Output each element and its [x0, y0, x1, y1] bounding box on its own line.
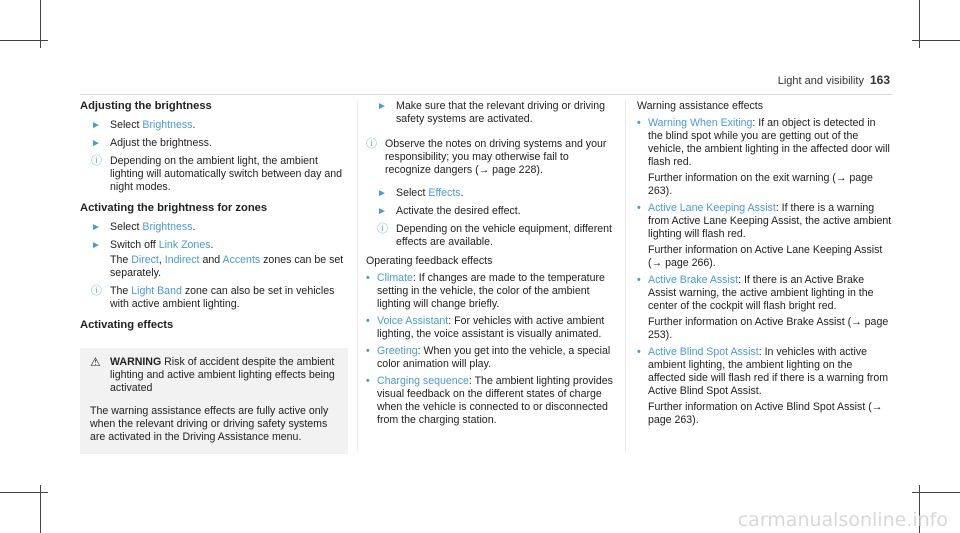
step-arrow-icon: ► — [91, 222, 101, 233]
heading-adjust-brightness: Adjusting the brightness — [80, 100, 212, 112]
note-day-night: ⓘ Depending on the ambient light, the ambient lighting will automatically switch between day and night modes. — [91, 155, 343, 193]
bullet-icon: • — [637, 346, 641, 358]
watermark: carmanualsonline.info — [737, 509, 948, 531]
bullet-icon: • — [637, 202, 641, 214]
bullet-icon: • — [366, 315, 370, 327]
link-light-band[interactable]: Light Band — [131, 285, 182, 297]
step-arrow-icon: ► — [377, 188, 387, 199]
crop-mark — [0, 40, 48, 41]
further-info: Further information on Active Blind Spot Assist (→ page 263). — [648, 401, 883, 426]
further-info: Further information on the exit warning (→ page 263). — [648, 172, 873, 197]
operating-feedback-intro: Operating feedback effects — [366, 255, 493, 267]
link-indirect[interactable]: Indirect — [164, 254, 200, 266]
section-title: Light and visibility — [777, 75, 864, 87]
info-icon: ⓘ — [91, 155, 102, 167]
column-middle — [366, 100, 614, 431]
list-item: • Climate: If changes are made to the temperature setting in the vehicle, the color of the ambient lighting will change briefly. — [366, 272, 605, 310]
info-icon: ⓘ — [366, 138, 377, 150]
link-link-zones[interactable]: Link Zones — [158, 239, 211, 251]
step-arrow-icon: ► — [377, 101, 387, 112]
link-charging-sequence[interactable]: Charging sequence — [377, 375, 469, 387]
step-switch-off-link-zones: ► Switch off Link Zones. — [91, 239, 214, 251]
link-direct[interactable]: Direct — [131, 254, 159, 266]
step-select-brightness-2: ► Select Brightness. — [91, 221, 196, 233]
step-arrow-icon: ► — [91, 240, 101, 251]
link-voice-assistant[interactable]: Voice Assistant — [377, 315, 449, 327]
bullet-icon: • — [637, 274, 641, 286]
step-adjust: ► Adjust the brightness. — [91, 137, 212, 149]
warning-body: The warning assistance effects are fully active only when the relevant driving or driving safety systems are activated in the Driving Assistance menu. — [90, 405, 329, 443]
column-divider — [357, 100, 358, 452]
further-info: Further information on Active Lane Keeping Assist (→ page 266). — [648, 244, 883, 269]
crop-mark — [912, 492, 960, 493]
crop-mark — [0, 492, 48, 493]
crop-mark — [912, 40, 960, 41]
note-equipment: ⓘ Depending on the vehicle equipment, different effects are available. — [377, 223, 612, 248]
step-select-brightness: ► Select Brightness. — [91, 119, 196, 131]
link-brightness[interactable]: Brightness — [142, 119, 193, 131]
bullet-icon: • — [366, 375, 370, 387]
warning-headline: Risk of accident despite the ambient lighting and active ambient lighting effects being activated — [110, 356, 335, 394]
bullet-icon: • — [637, 117, 641, 129]
further-info: Further information on Active Brake Assist (→ page 253). — [648, 316, 889, 341]
link-effects[interactable]: Effects — [428, 187, 461, 199]
list-item: • Voice Assistant: For vehicles with active ambient lighting, the voice assistant is visually animated. — [366, 315, 605, 340]
list-item: • Active Blind Spot Assist: In vehicles with active ambient lighting, the ambient lighting on the affected side will flash red if there is a warning from Active Blind Spot Assist. Further information on Active Blind Spot Assist (→ page 263). — [637, 346, 892, 427]
column-left — [80, 100, 348, 454]
step-make-sure: ► Make sure that the relevant driving or driving safety systems are activated. — [377, 100, 606, 125]
warning-assistance-intro: Warning assistance effects — [637, 100, 764, 112]
step-arrow-icon: ► — [91, 120, 101, 131]
step-activate-effect: ► Activate the desired effect. — [377, 205, 521, 217]
page-number: 163 — [869, 73, 890, 87]
note-observe: ⓘ Observe the notes on driving systems and your responsibility; you may otherwise fail to recognize dangers (→ page 228). — [366, 138, 607, 176]
note-light-band: ⓘ The Light Band zone can also be set in vehicles with active ambient lighting. — [91, 285, 335, 310]
warning-triangle-icon: ⚠ — [90, 355, 101, 369]
list-item: • Greeting: When you get into the vehicle, a special color animation will play. — [366, 345, 611, 370]
bullet-icon: • — [366, 345, 370, 357]
link-warning-when-exiting[interactable]: Warning When Exiting — [648, 117, 753, 129]
header-rule — [80, 94, 892, 95]
step-arrow-icon: ► — [91, 138, 101, 149]
link-climate[interactable]: Climate — [377, 272, 413, 284]
info-icon: ⓘ — [377, 223, 388, 235]
link-greeting[interactable]: Greeting — [377, 345, 418, 357]
link-active-blind-spot-assist[interactable]: Active Blind Spot Assist — [648, 346, 759, 358]
list-item: • Active Brake Assist: If there is an Active Brake Assist warning, the active ambient lighting in the center of the cockpit will flash bright red. Further information on Active Brake Assist (→ page 253). — [637, 274, 892, 342]
warning-title: WARNING — [110, 356, 162, 368]
list-item: • Active Lane Keeping Assist: If there is a warning from Active Lane Keeping Assist, the active ambient lighting will flash red. Further information on Active Lane Keeping Assist (→ page 266). — [637, 202, 892, 269]
running-header — [778, 74, 890, 88]
heading-brightness-zones: Activating the brightness for zones — [80, 202, 268, 214]
link-accents[interactable]: Accents — [222, 254, 261, 266]
link-active-brake-assist[interactable]: Active Brake Assist — [648, 274, 739, 286]
zones-description: The Direct, Indirect and Accents zones can be set separately. — [110, 254, 344, 279]
link-brightness[interactable]: Brightness — [142, 221, 193, 233]
step-select-effects: ► Select Effects. — [377, 187, 464, 199]
list-item: • Warning When Exiting: If an object is detected in the blind spot while you are getting out of the vehicle, the ambient lighting in the affected door will flash red. Further information on the exit warning (→ page 263). — [637, 117, 892, 198]
step-arrow-icon: ► — [377, 206, 387, 217]
bullet-icon: • — [366, 272, 370, 284]
column-divider — [625, 100, 626, 452]
list-item: • Charging sequence: The ambient lighting provides visual feedback on the different states of charge when the vehicle is connected to or disconnected from the charging station. — [366, 375, 613, 426]
link-active-lane-keeping-assist[interactable]: Active Lane Keeping Assist — [648, 202, 776, 214]
info-icon: ⓘ — [91, 285, 102, 297]
warning-box — [80, 348, 348, 454]
heading-activating-effects: Activating effects — [80, 319, 174, 331]
column-right — [637, 100, 892, 431]
